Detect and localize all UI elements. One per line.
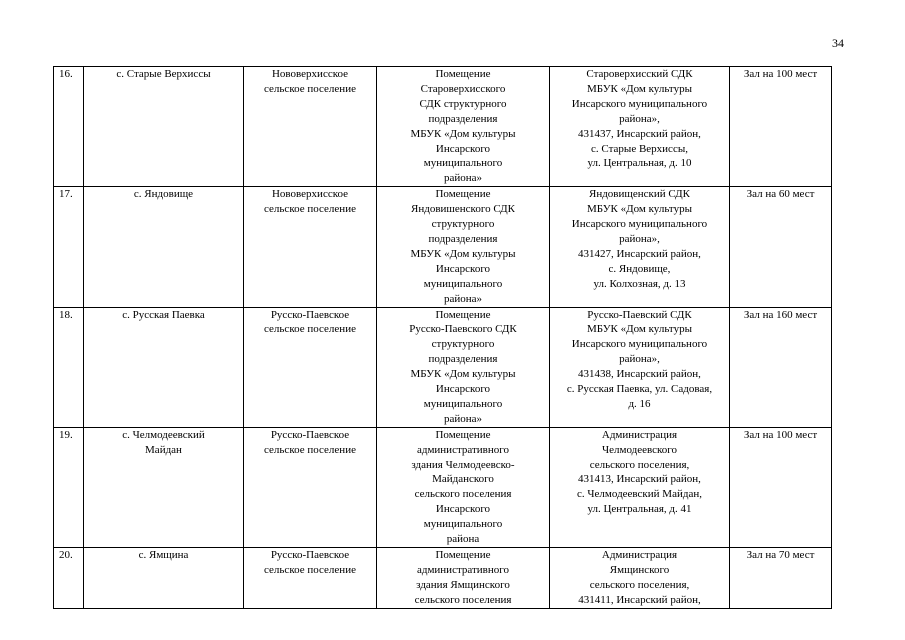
table-row [54, 427, 832, 547]
capacity-cell-line: Зал на 70 мест [746, 549, 815, 561]
table-row [54, 187, 832, 307]
municipality-cell-line: Нововерхисское [271, 68, 349, 80]
premises-cell-line: Инсарского [435, 262, 491, 275]
address-cell-line: района», [619, 232, 660, 245]
municipality-cell [244, 427, 377, 547]
premises-cell-line: Помещение [435, 188, 491, 201]
settlement-cell [84, 67, 244, 187]
address-cell-line: 431438, Инсарский район, [578, 368, 701, 381]
capacity-cell-line: Зал на 160 мест [743, 308, 818, 321]
address-cell-line: с. Русская Паевка, ул. Садовая, [566, 383, 713, 396]
municipality-cell-line: Нововерхисское [271, 188, 349, 201]
premises-cell-line: здания Ямщинского [416, 578, 510, 591]
address-cell-line: Инсарского муниципального [571, 338, 708, 351]
row-number: 17. [54, 187, 84, 307]
premises-cell-line: Инсарского [435, 383, 491, 396]
premises-cell-line: административного [416, 443, 510, 456]
address-cell-line: с. Яндовище, [608, 262, 671, 275]
address-cell-line: Инсарского муниципального [571, 97, 708, 110]
municipality-cell-line: сельское поселение [264, 563, 356, 576]
premises-cell-line: структурного [431, 218, 495, 231]
premises-cell-line: района» [443, 412, 483, 425]
row-number: 16. [54, 67, 84, 187]
premises-cell-line: Майданского [432, 473, 494, 486]
premises-cell-line: МБУК «Дом культуры [410, 127, 516, 140]
municipality-cell-line: сельское поселение [264, 203, 356, 216]
settlement-cell-line: с. Ямщина [138, 549, 189, 561]
premises-cell [377, 187, 550, 307]
settlement-cell-line: Майдан [145, 443, 182, 456]
row-number: 20. [54, 548, 84, 609]
settlement-cell-line: с. Старые Верхиссы [116, 68, 211, 80]
address-cell-line: Инсарского муниципального [571, 218, 708, 231]
address-cell-line: ул. Центральная, д. 41 [587, 503, 692, 516]
premises-cell-line: МБУК «Дом культуры [410, 247, 516, 260]
premises-cell-line: сельского поселения [414, 593, 512, 606]
address-cell [550, 187, 730, 307]
address-cell-line: Староверхисский СДК [586, 68, 693, 80]
capacity-cell [730, 67, 832, 187]
address-cell-line: д. 16 [628, 397, 651, 410]
premises-cell-line: района» [443, 172, 483, 185]
municipality-cell-line: сельское поселение [264, 82, 356, 95]
table-row [54, 67, 832, 187]
table-body [54, 67, 832, 609]
address-cell-line: 431411, Инсарский район, [578, 593, 701, 606]
address-cell [550, 307, 730, 427]
municipality-cell-line: сельское поселение [264, 323, 356, 336]
capacity-cell-line: Зал на 60 мест [746, 188, 815, 201]
address-cell-line: Ямщинского [609, 563, 670, 576]
address-cell-line: 431427, Инсарский район, [578, 247, 701, 260]
premises-cell-line: Инсарского [435, 142, 491, 155]
premises-cell-line: административного [416, 563, 510, 576]
municipality-cell [244, 67, 377, 187]
premises-cell-line: Помещение [435, 428, 491, 441]
address-cell-line: Яндовищенский СДК [588, 188, 691, 201]
address-cell-line: с. Челмодеевский Майдан, [577, 488, 702, 501]
address-cell-line: МБУК «Дом культуры [587, 82, 692, 95]
premises-cell-line: Староверхисского [420, 82, 506, 95]
capacity-cell [730, 187, 832, 307]
address-cell-line: МБУК «Дом культуры [587, 203, 692, 216]
address-cell-line: МБУК «Дом культуры [587, 323, 692, 336]
row-number: 19. [54, 427, 84, 547]
address-cell-line: 431413, Инсарский район, [578, 473, 701, 486]
premises-cell-line: муниципального [423, 518, 503, 531]
premises-cell-line: структурного [431, 338, 495, 351]
capacity-cell-line: Зал на 100 мест [743, 68, 818, 80]
municipality-cell-line: Русско-Паевское [270, 428, 350, 441]
settlement-cell [84, 427, 244, 547]
premises-cell-line: муниципального [423, 397, 503, 410]
premises-cell-line: подразделения [428, 353, 498, 366]
table-row [54, 548, 832, 609]
municipality-cell-line: сельское поселение [264, 443, 356, 456]
page-number: 34 [832, 36, 844, 50]
address-cell-line: с. Старые Верхиссы, [591, 142, 688, 155]
premises-cell-line: здания Челмодеевско- [411, 458, 515, 471]
capacity-cell [730, 427, 832, 547]
municipality-cell [244, 307, 377, 427]
address-cell-line: ул. Колхозная, д. 13 [593, 277, 686, 290]
municipality-cell [244, 187, 377, 307]
address-cell-line: ул. Центральная, д. 10 [587, 157, 692, 170]
premises-cell [377, 427, 550, 547]
address-cell-line: Администрация [601, 549, 678, 561]
table-row [54, 307, 832, 427]
premises-cell [377, 307, 550, 427]
polling-stations-table [53, 66, 832, 609]
address-cell-line: Русско-Паевский СДК [587, 308, 692, 321]
premises-cell-line: Помещение [435, 68, 491, 80]
address-cell-line: сельского поселения, [589, 458, 690, 471]
premises-cell-line: муниципального [423, 157, 503, 170]
premises-cell-line: сельского поселения [414, 488, 512, 501]
address-cell [550, 67, 730, 187]
premises-cell-line: подразделения [428, 112, 498, 125]
address-cell-line: района», [619, 353, 660, 366]
settlement-cell-line: с. Русская Паевка [122, 308, 205, 321]
address-cell [550, 427, 730, 547]
premises-cell-line: района» [443, 292, 483, 305]
municipality-cell-line: Русско-Паевское [270, 308, 350, 321]
premises-cell-line: подразделения [428, 232, 498, 245]
premises-cell-line: Русско-Паевского СДК [409, 323, 517, 336]
address-cell-line: сельского поселения, [589, 578, 690, 591]
municipality-cell-line: Русско-Паевское [270, 549, 350, 561]
premises-cell-line: Помещение [435, 549, 491, 561]
row-number: 18. [54, 307, 84, 427]
settlement-cell [84, 548, 244, 609]
settlement-cell [84, 307, 244, 427]
premises-cell-line: МБУК «Дом культуры [410, 368, 516, 381]
premises-cell-line: Инсарского [435, 503, 491, 516]
capacity-cell [730, 548, 832, 609]
settlement-cell-line: с. Яндовище [133, 188, 194, 201]
premises-cell [377, 67, 550, 187]
capacity-cell-line: Зал на 100 мест [743, 428, 818, 441]
address-cell-line: 431437, Инсарский район, [578, 127, 701, 140]
municipality-cell [244, 548, 377, 609]
settlement-cell-line: с. Челмодеевский [122, 428, 205, 441]
address-cell-line: Челмодеевского [601, 443, 678, 456]
premises-cell-line: Яндовишенского СДК [411, 203, 515, 216]
capacity-cell [730, 307, 832, 427]
address-cell-line: Администрация [601, 428, 678, 441]
settlement-cell [84, 187, 244, 307]
premises-cell-line: муниципального [423, 277, 503, 290]
address-cell-line: района», [619, 112, 660, 125]
premises-cell-line: района [446, 533, 480, 546]
premises-cell-line: Помещение [435, 308, 491, 321]
premises-cell [377, 548, 550, 609]
premises-cell-line: СДК структурного [419, 97, 507, 110]
address-cell [550, 548, 730, 609]
